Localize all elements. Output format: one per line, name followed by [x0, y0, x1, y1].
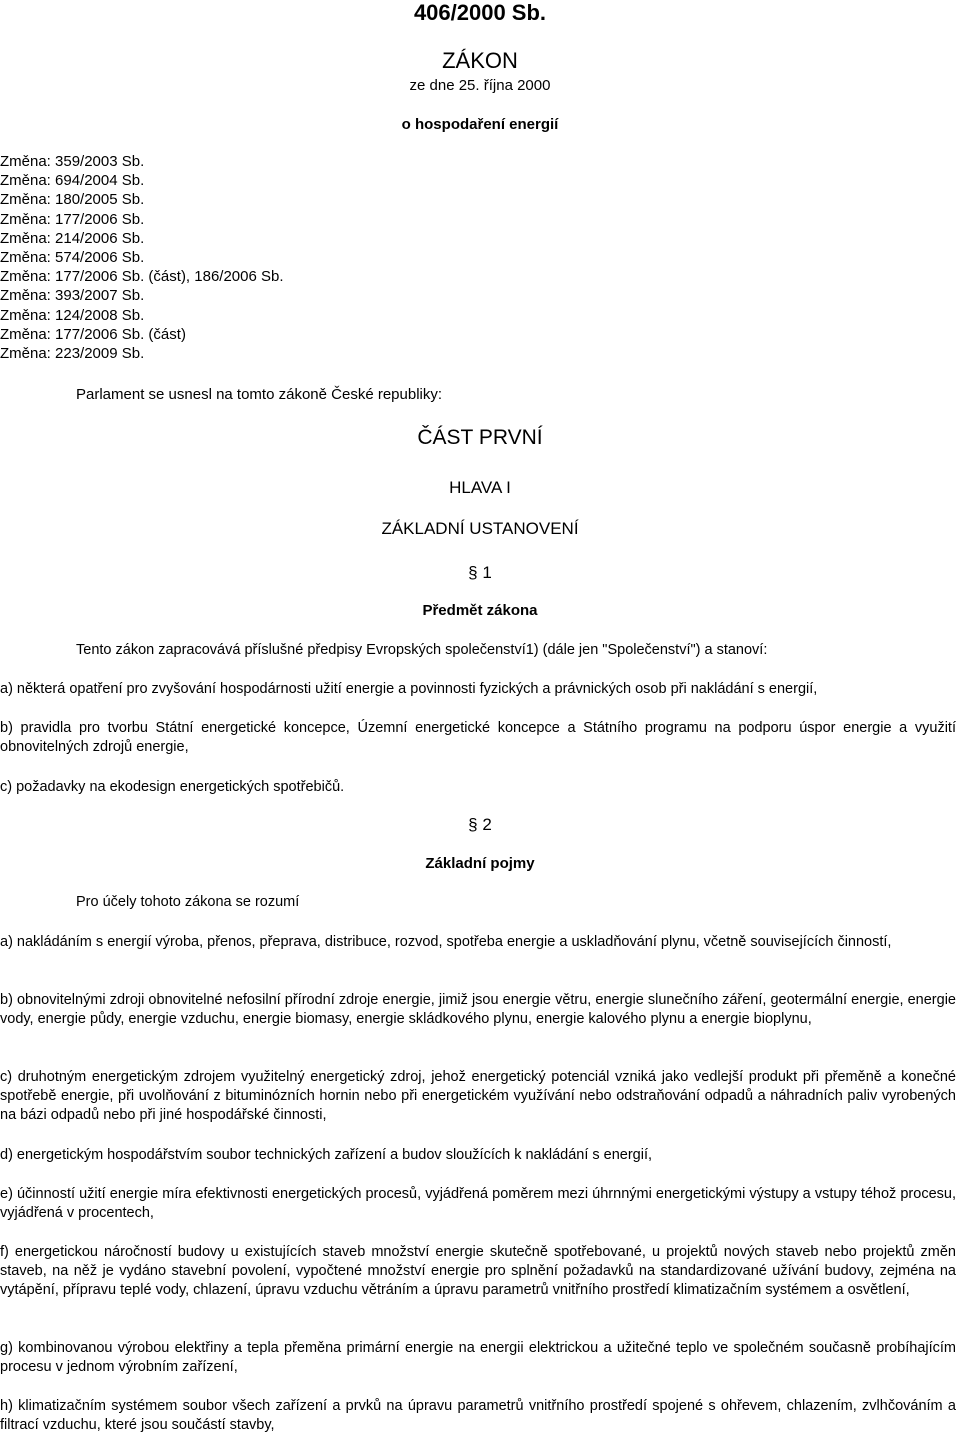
section-1-item: a) některá opatření pro zvyšování hospodárnosti užití energie a povinnosti fyzických a právnických osob při nakládání s energií,	[0, 681, 818, 697]
part-heading: ČÁST PRVNÍ	[417, 426, 543, 449]
amendments-list	[0, 152, 284, 363]
amendment-item: Změna: 359/2003 Sb.	[0, 153, 145, 170]
law-subject: o hospodaření energií	[401, 116, 559, 133]
section-1-symbol: § 1	[468, 563, 492, 582]
section-2-intro: Pro účely tohoto zákona se rozumí	[76, 894, 300, 910]
definition-item: g) kombinovanou výrobou elektřiny a tepla přeměna primární energie na energii elektrickou a užitečné teplo ve společném současně probíhajícím procesu v jednom výrobním zařízení,	[0, 1340, 956, 1375]
amendment-item: Změna: 574/2006 Sb.	[0, 249, 145, 267]
amendment-item: Změna: 694/2004 Sb.	[0, 172, 145, 190]
amendment-item: Změna: 214/2006 Sb.	[0, 229, 145, 247]
section-1-item: b) pravidla pro tvorbu Státní energetické koncepce, Územní energetické koncepce a Státního programu na podporu úspor energie a využití obnovitelných zdrojů energie,	[0, 720, 956, 755]
amendment-item: Změna: 177/2006 Sb. (část), 186/2006 Sb.	[0, 268, 284, 286]
section-1-item: c) požadavky na ekodesign energetických spotřebičů.	[0, 779, 345, 795]
amendment-item: Změna: 177/2006 Sb. (část)	[0, 325, 186, 343]
preamble: Parlament se usnesl na tomto zákoně České republiky:	[76, 386, 443, 403]
definition-item: e) účinností užití energie míra efektivnosti energetických procesů, vyjádřená poměrem mezi úhrnnými energetickými výstupy a vstupy téhož procesu, vyjádřená v procentech,	[0, 1186, 956, 1221]
section-2-title: Základní pojmy	[425, 855, 535, 872]
head-heading: HLAVA I	[449, 478, 511, 497]
enactment-date: ze dne 25. října 2000	[409, 77, 551, 94]
head-title: ZÁKLADNÍ USTANOVENÍ	[381, 519, 579, 538]
section-1-title: Předmět zákona	[422, 602, 538, 619]
section-2-symbol: § 2	[468, 815, 492, 834]
definition-item: h) klimatizačním systémem soubor všech zařízení a prvků na úpravu parametrů vnitřního prostředí spojené s ohřevem, chlazením, zvlhčováním a filtrací vzduchu, které jsou součástí stavby,	[0, 1398, 956, 1433]
amendment-item: Změna: 180/2005 Sb.	[0, 191, 145, 209]
definition-item: d) energetickým hospodářstvím soubor technických zařízení a budov sloužících k nakládání s energií,	[0, 1147, 653, 1163]
amendment-item: Změna: 223/2009 Sb.	[0, 345, 145, 363]
section-1-intro: Tento zákon zapracovává příslušné předpisy Evropských společenství1) (dále jen "Společenství") a stanoví:	[76, 642, 768, 658]
law-number: 406/2000 Sb.	[413, 0, 547, 25]
definition-item: a) nakládáním s energií výroba, přenos, přeprava, distribuce, rozvod, spotřeba energie a uskladňování plynu, včetně souvisejících činností,	[0, 934, 892, 950]
document-type: ZÁKON	[442, 48, 518, 73]
amendment-item: Změna: 124/2008 Sb.	[0, 306, 145, 324]
amendment-item: Změna: 177/2006 Sb.	[0, 210, 145, 228]
definition-item: c) druhotným energetickým zdrojem využitelný energetický zdroj, jehož energetický potenciál vzniká jako vedlejší produkt při přeměně a konečné spotřebě energie, při uvolňování z bituminózních hornin nebo při energetickém využívání nebo odstraňování odpadů a náhradních paliv vyrobených na bázi odpadů nebo při jiné hospodářské činnosti,	[0, 1069, 956, 1123]
definition-item: f) energetickou náročností budovy u existujících staveb množství energie skutečně spotřebované, u projektů nových staveb nebo projektů změn staveb, na něž je vydáno stavební povolení, vypočtené množství energie pro splnění požadavků na standardizované užívání budovy, zejména na vytápění, přípravu teplé vody, chlazení, úpravu vzduchu větráním a úpravu parametrů vnitřního prostředí klimatizačním systémem a osvětlení,	[0, 1244, 956, 1298]
amendment-item: Změna: 393/2007 Sb.	[0, 287, 145, 305]
definition-item: b) obnovitelnými zdroji obnovitelné nefosilní přírodní zdroje energie, jimiž jsou energie větru, energie slunečního záření, geotermální energie, energie vody, energie půdy, energie vzduchu, energie biomasy, energie skládkového plynu, energie kalového plynu a energie bioplynu,	[0, 992, 956, 1027]
